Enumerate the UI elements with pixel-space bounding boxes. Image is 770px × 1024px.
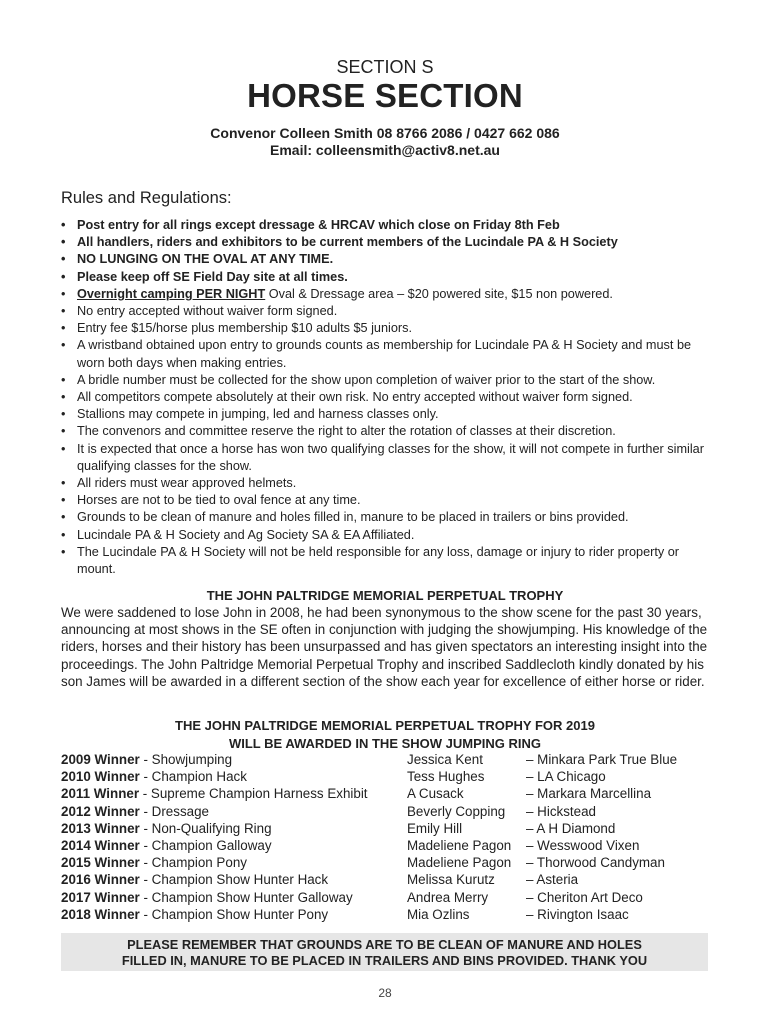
rules-list (61, 217, 721, 578)
winner-category: - Champion Hack (139, 769, 247, 785)
winner-year: 2018 Winner (61, 906, 140, 922)
notice-line: PLEASE REMEMBER THAT GROUNDS ARE TO BE CLEAN OF MANURE AND HOLES (127, 937, 642, 952)
award-heading-line: THE JOHN PALTRIDGE MEMORIAL PERPETUAL TROPHY FOR 2019 (175, 718, 595, 733)
winner-rider: Mia Ozlins (407, 906, 470, 922)
bullet-icon: • (61, 493, 66, 508)
winner-horse: – Hickstead (526, 803, 596, 819)
winner-year: 2016 Winner (61, 872, 140, 888)
bullet-icon: • (61, 476, 66, 491)
winner-category: - Showjumping (139, 752, 233, 767)
winner-row (61, 803, 721, 820)
winner-rider: A Cusack (407, 786, 464, 802)
rule-text: The convenors and committee reserve the right to alter the rotation of classes at their discretion. (77, 424, 616, 439)
bullet-icon: • (61, 269, 66, 284)
rule-text: No entry accepted without waiver form signed. (77, 304, 338, 319)
winner-rider: Tess Hughes (407, 769, 485, 785)
bullet-icon: • (61, 407, 66, 422)
bullet-icon: • (61, 527, 66, 542)
bullet-icon: • (61, 252, 66, 267)
rule-item (61, 337, 721, 371)
winner-year: 2015 Winner (61, 855, 140, 871)
rules-heading: Rules and Regulations: (61, 189, 232, 207)
page-number: 28 (378, 986, 392, 1000)
winner-rider: Andrea Merry (407, 889, 489, 905)
winner-row (61, 751, 721, 768)
bullet-icon: • (61, 390, 66, 405)
bullet-icon: • (61, 338, 66, 353)
winner-row (61, 854, 721, 871)
winner-event (61, 803, 209, 820)
rule-item (61, 234, 721, 251)
winner-event (61, 889, 353, 906)
bullet-icon: • (61, 441, 66, 456)
rule-lead-text: Overnight camping PER NIGHT (77, 286, 266, 301)
winner-horse: – Markara Marcellina (526, 786, 652, 802)
rule-item (61, 441, 721, 475)
winner-row (61, 785, 721, 802)
winner-category: - Dressage (139, 803, 209, 819)
winner-event (61, 768, 247, 785)
rule-item (61, 251, 721, 268)
winner-row (61, 837, 721, 854)
winner-row (61, 820, 721, 837)
notice-line: FILLED IN, MANURE TO BE PLACED IN TRAILERS AND BINS PROVIDED. THANK YOU (121, 953, 648, 968)
winner-year: 2014 Winner (61, 837, 140, 853)
rule-item (61, 527, 721, 544)
winner-event (61, 785, 368, 802)
bullet-icon: • (61, 286, 66, 301)
winner-year: 2017 Winner (61, 889, 140, 905)
award-heading (0, 717, 770, 752)
winner-year: 2011 Winner (61, 786, 140, 802)
convenor-block (0, 125, 770, 159)
winner-rider: Jessica Kent (407, 752, 483, 767)
winner-category: - Champion Show Hunter Pony (139, 906, 329, 922)
winner-category: - Champion Galloway (139, 837, 272, 853)
rule-item (61, 320, 721, 337)
winner-horse: – Wesswood Vixen (526, 837, 640, 853)
bullet-icon: • (61, 544, 66, 559)
rule-item (61, 406, 721, 423)
rule-text: Stallions may compete in jumping, led and harness classes only. (77, 407, 439, 422)
winner-event (61, 854, 247, 871)
winner-horse: – Minkara Park True Blue (526, 752, 678, 767)
winner-rider: Emily Hill (407, 820, 463, 836)
winner-row (61, 889, 721, 906)
winner-year: 2012 Winner (61, 803, 140, 819)
winners-list (61, 751, 721, 923)
rule-item (61, 475, 721, 492)
winner-category: - Champion Show Hunter Hack (139, 872, 329, 888)
winner-year: 2009 Winner (61, 752, 140, 767)
bullet-icon: • (61, 304, 66, 319)
rule-item (61, 544, 721, 578)
convenor-email: Email: colleensmith@activ8.net.au (270, 142, 500, 158)
rule-item (61, 492, 721, 509)
rule-text: Oval & Dressage area – $20 powered site, $15 non powered. (265, 286, 613, 301)
section-label: SECTION S (336, 57, 434, 77)
notice-banner (61, 933, 708, 971)
winner-year: 2013 Winner (61, 820, 140, 836)
winner-rider: Madeliene Pagon (407, 837, 512, 853)
rule-text: The Lucindale PA & H Society will not be held responsible for any loss, damage or injury to rider property or mount. (77, 544, 680, 577)
rule-text: It is expected that once a horse has won two qualifying classes for the show, it will not compete in further similar qualifying classes for the show. (77, 441, 704, 473)
trophy-heading: THE JOHN PALTRIDGE MEMORIAL PERPETUAL TROPHY (206, 588, 564, 603)
rule-item (61, 217, 721, 234)
winner-event (61, 871, 328, 888)
winner-year: 2010 Winner (61, 769, 140, 785)
winner-category: - Supreme Champion Harness Exhibit (139, 786, 368, 802)
winner-row (61, 871, 721, 888)
convenor-contact: Convenor Colleen Smith 08 8766 2086 / 0427 662 086 (210, 125, 560, 141)
rule-text: All handlers, riders and exhibitors to be current members of the Lucindale PA & H Society (77, 235, 618, 250)
rule-text: All competitors compete absolutely at their own risk. No entry accepted without waiver form signed. (77, 390, 633, 405)
rule-item (61, 389, 721, 406)
winner-horse: – A H Diamond (526, 820, 616, 836)
winner-horse: – Thorwood Candyman (526, 855, 665, 871)
winner-rider: Beverly Copping (407, 803, 506, 819)
award-heading-line: WILL BE AWARDED IN THE SHOW JUMPING RING (228, 735, 541, 751)
trophy-description: We were saddened to lose John in 2008, he had been synonymous to the show scene for the past 30 years, announcing at most shows in the SE often in conjunction with judging the showjumping. His knowledge of the riders, horses and their history has been unsurpassed and has given spectators an interesting insight into the proceedings. The John Paltridge Memorial Perpetual Trophy and inscribed Saddlecloth kindly donated by his son James will be awarded in a different section of the show each year for excellence of either horse or rider. (61, 605, 708, 689)
bullet-icon: • (61, 218, 66, 232)
winner-category: - Champion Pony (139, 855, 247, 871)
rule-text: A wristband obtained upon entry to grounds counts as membership for Lucindale PA & H Society and must be worn both days when making entries. (77, 338, 692, 370)
rule-item (61, 423, 721, 440)
rule-text: Entry fee $15/horse plus membership $10 adults $5 juniors. (77, 321, 412, 336)
winner-event (61, 837, 272, 854)
rule-item (61, 372, 721, 389)
bullet-icon: • (61, 372, 66, 387)
rule-text: Lucindale PA & H Society and Ag Society SA & EA Affiliated. (77, 527, 415, 542)
bullet-icon: • (61, 424, 66, 439)
winner-event (61, 820, 272, 837)
winner-horse: – Rivington Isaac (526, 906, 629, 922)
rule-text: Grounds to be clean of manure and holes filled in, manure to be placed in trailers or bins provided. (77, 510, 629, 525)
rule-item (61, 303, 721, 320)
bullet-icon: • (61, 321, 66, 336)
rule-text: A bridle number must be collected for the show upon completion of waiver prior to the start of the show. (77, 372, 656, 387)
rule-text: NO LUNGING ON THE OVAL AT ANY TIME. (77, 252, 334, 267)
winner-event (61, 751, 232, 768)
winner-event (61, 906, 328, 923)
rule-item (61, 286, 721, 303)
winner-row (61, 768, 721, 785)
winner-category: - Champion Show Hunter Galloway (139, 889, 353, 905)
winner-horse: – Cheriton Art Deco (526, 889, 643, 905)
winner-horse: – LA Chicago (526, 769, 606, 785)
rule-text: All riders must wear approved helmets. (77, 476, 297, 491)
rule-item (61, 509, 721, 526)
winner-rider: Melissa Kurutz (407, 872, 495, 888)
rule-text: Please keep off SE Field Day site at all times. (77, 269, 348, 284)
winner-row (61, 906, 721, 923)
winner-rider: Madeliene Pagon (407, 855, 512, 871)
rule-text: Horses are not to be tied to oval fence at any time. (77, 493, 361, 508)
bullet-icon: • (61, 510, 66, 525)
winner-horse: – Asteria (526, 872, 579, 888)
page-title: HORSE SECTION (247, 77, 523, 114)
rule-text: Post entry for all rings except dressage & HRCAV which close on Friday 8th Feb (77, 218, 560, 232)
winner-category: - Non-Qualifying Ring (139, 820, 272, 836)
rule-item (61, 269, 721, 286)
bullet-icon: • (61, 235, 66, 250)
